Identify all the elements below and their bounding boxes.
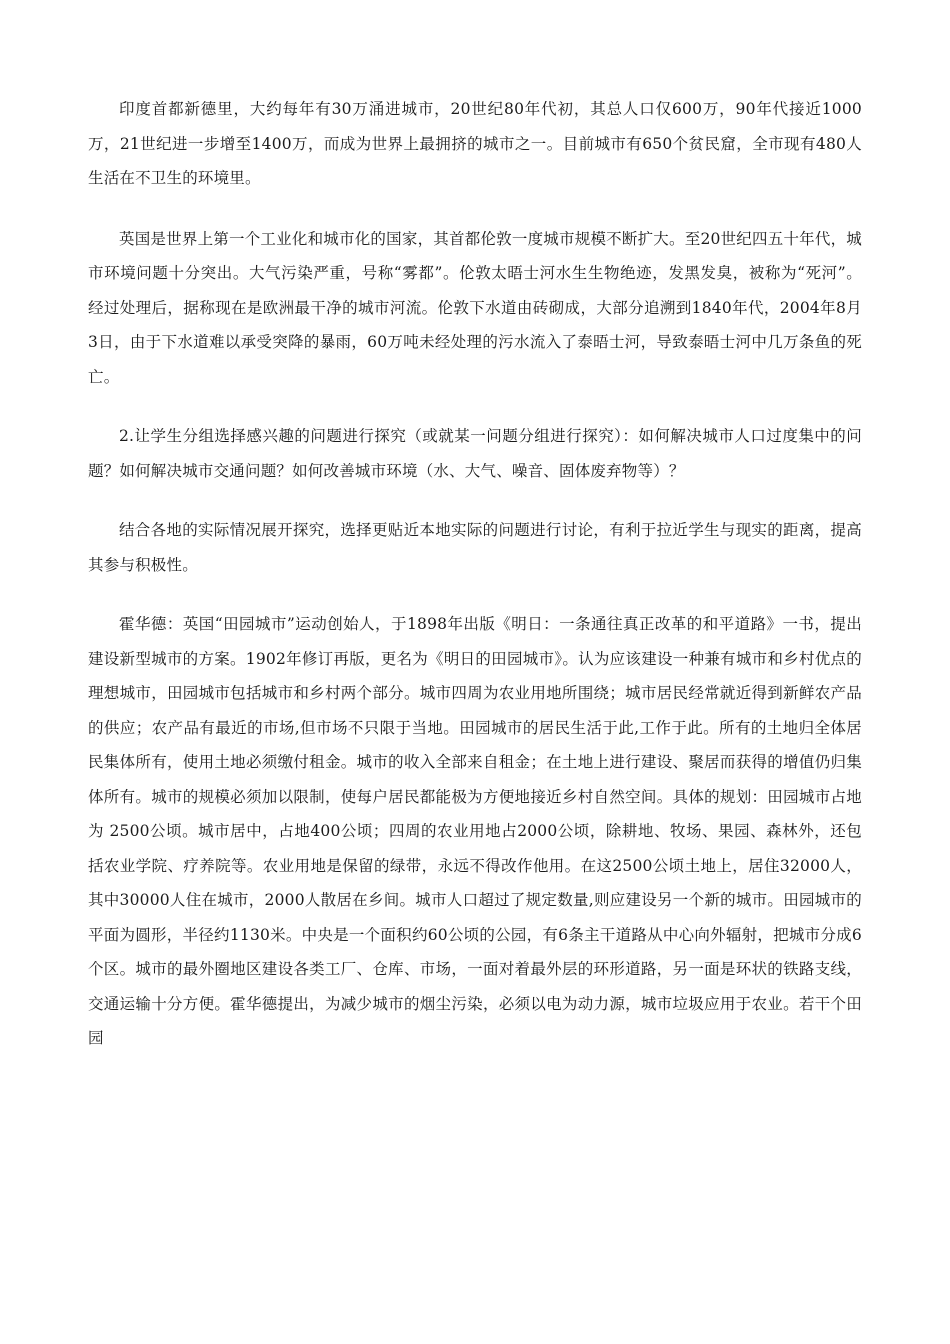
paragraph-new-delhi: 印度首都新德里，大约每年有30万涌进城市，20世纪80年代初，其总人口仅600万，90年代接近1000万，21世纪进一步增至1400万，而成为世界上最拥挤的城市之一。目前城市有650个贫民窟，全市现有480人生活在不卫生的环境里。 (88, 100, 862, 187)
paragraph-london: 英国是世界上第一个工业化和城市化的国家，其首都伦敦一度城市规模不断扩大。至20世纪四五十年代，城市环境问题十分突出。大气污染严重，号称“雾都”。伦敦太晤士河水生生物绝迹，发黑发臭，被称为“死河”。 经过处理后，据称现在是欧洲最干净的城市河流。伦敦下水道由砖砌成，大部分追溯到1840年代，2004年8月3日，由于下水道难以承受突降的暴雨，60万吨未经处理的污水流入了泰晤士河，导致泰晤士河中几万条鱼的死亡。 (88, 229, 862, 386)
paragraph-inquiry-note: 结合各地的实际情况展开探究，选择更贴近本地实际的问题进行讨论，有利于拉近学生与现实的距离，提高其参与积极性。 (88, 521, 862, 574)
document-page (88, 92, 862, 1056)
paragraph-howard-garden-city: 霍华德：英国“田园城市”运动创始人，于1898年出版《明日：一条通往真正改革的和平道路》一书，提出建设新型城市的方案。1902年修订再版，更名为《明日的田园城市》。认为应该建设一种兼有城市和乡村优点的理想城市，田园城市包括城市和乡村两个部分。城市四周为农业用地所围绕；城市居民经常就近得到新鲜农产品的供应；农产品有最近的市场,但市场不只限于当地。田园城市的居民生活于此,工作于此。所有的土地归全体居民集体所有，使用土地必须缴付租金。城市的收入全部来自租金；在土地上进行建设、聚居而获得的增值仍归集体所有。城市的规模必须加以限制，使每户居民都能极为方便地接近乡村自然空间。具体的规划：田园城市占地为 2500公顷。城市居中，占地400公顷；四周的农业用地占2000公顷，除耕地、牧场、果园、森林外，还包括农业学院、疗养院等。农业用地是保留的绿带，永远不得改作他用。在这2500公顷土地上，居住32000人，其中30000人住在城市，2000人散居在乡间。城市人口超过了规定数量,则应建设另一个新的城市。田园城市的平面为圆形，半径约1130米。中央是一个面积约60公顷的公园，有6条主干道路从中心向外辐射，把城市分成6 个区。城市的最外圈地区建设各类工厂、仓库、市场，一面对着最外层的环形道路，另一面是环状的铁路支线，交通运输十分方便。霍华德提出，为减少城市的烟尘污染，必须以电为动力源，城市垃圾应用于农业。若干个田园 (88, 615, 862, 1047)
paragraph-inquiry-task: 2.让学生分组选择感兴趣的问题进行探究（或就某一问题分组进行探究）：如何解决城市人口过度集中的问题？如何解决城市交通问题？如何改善城市环境（水、大气、噪音、固体废弃物等）？ (88, 427, 862, 480)
